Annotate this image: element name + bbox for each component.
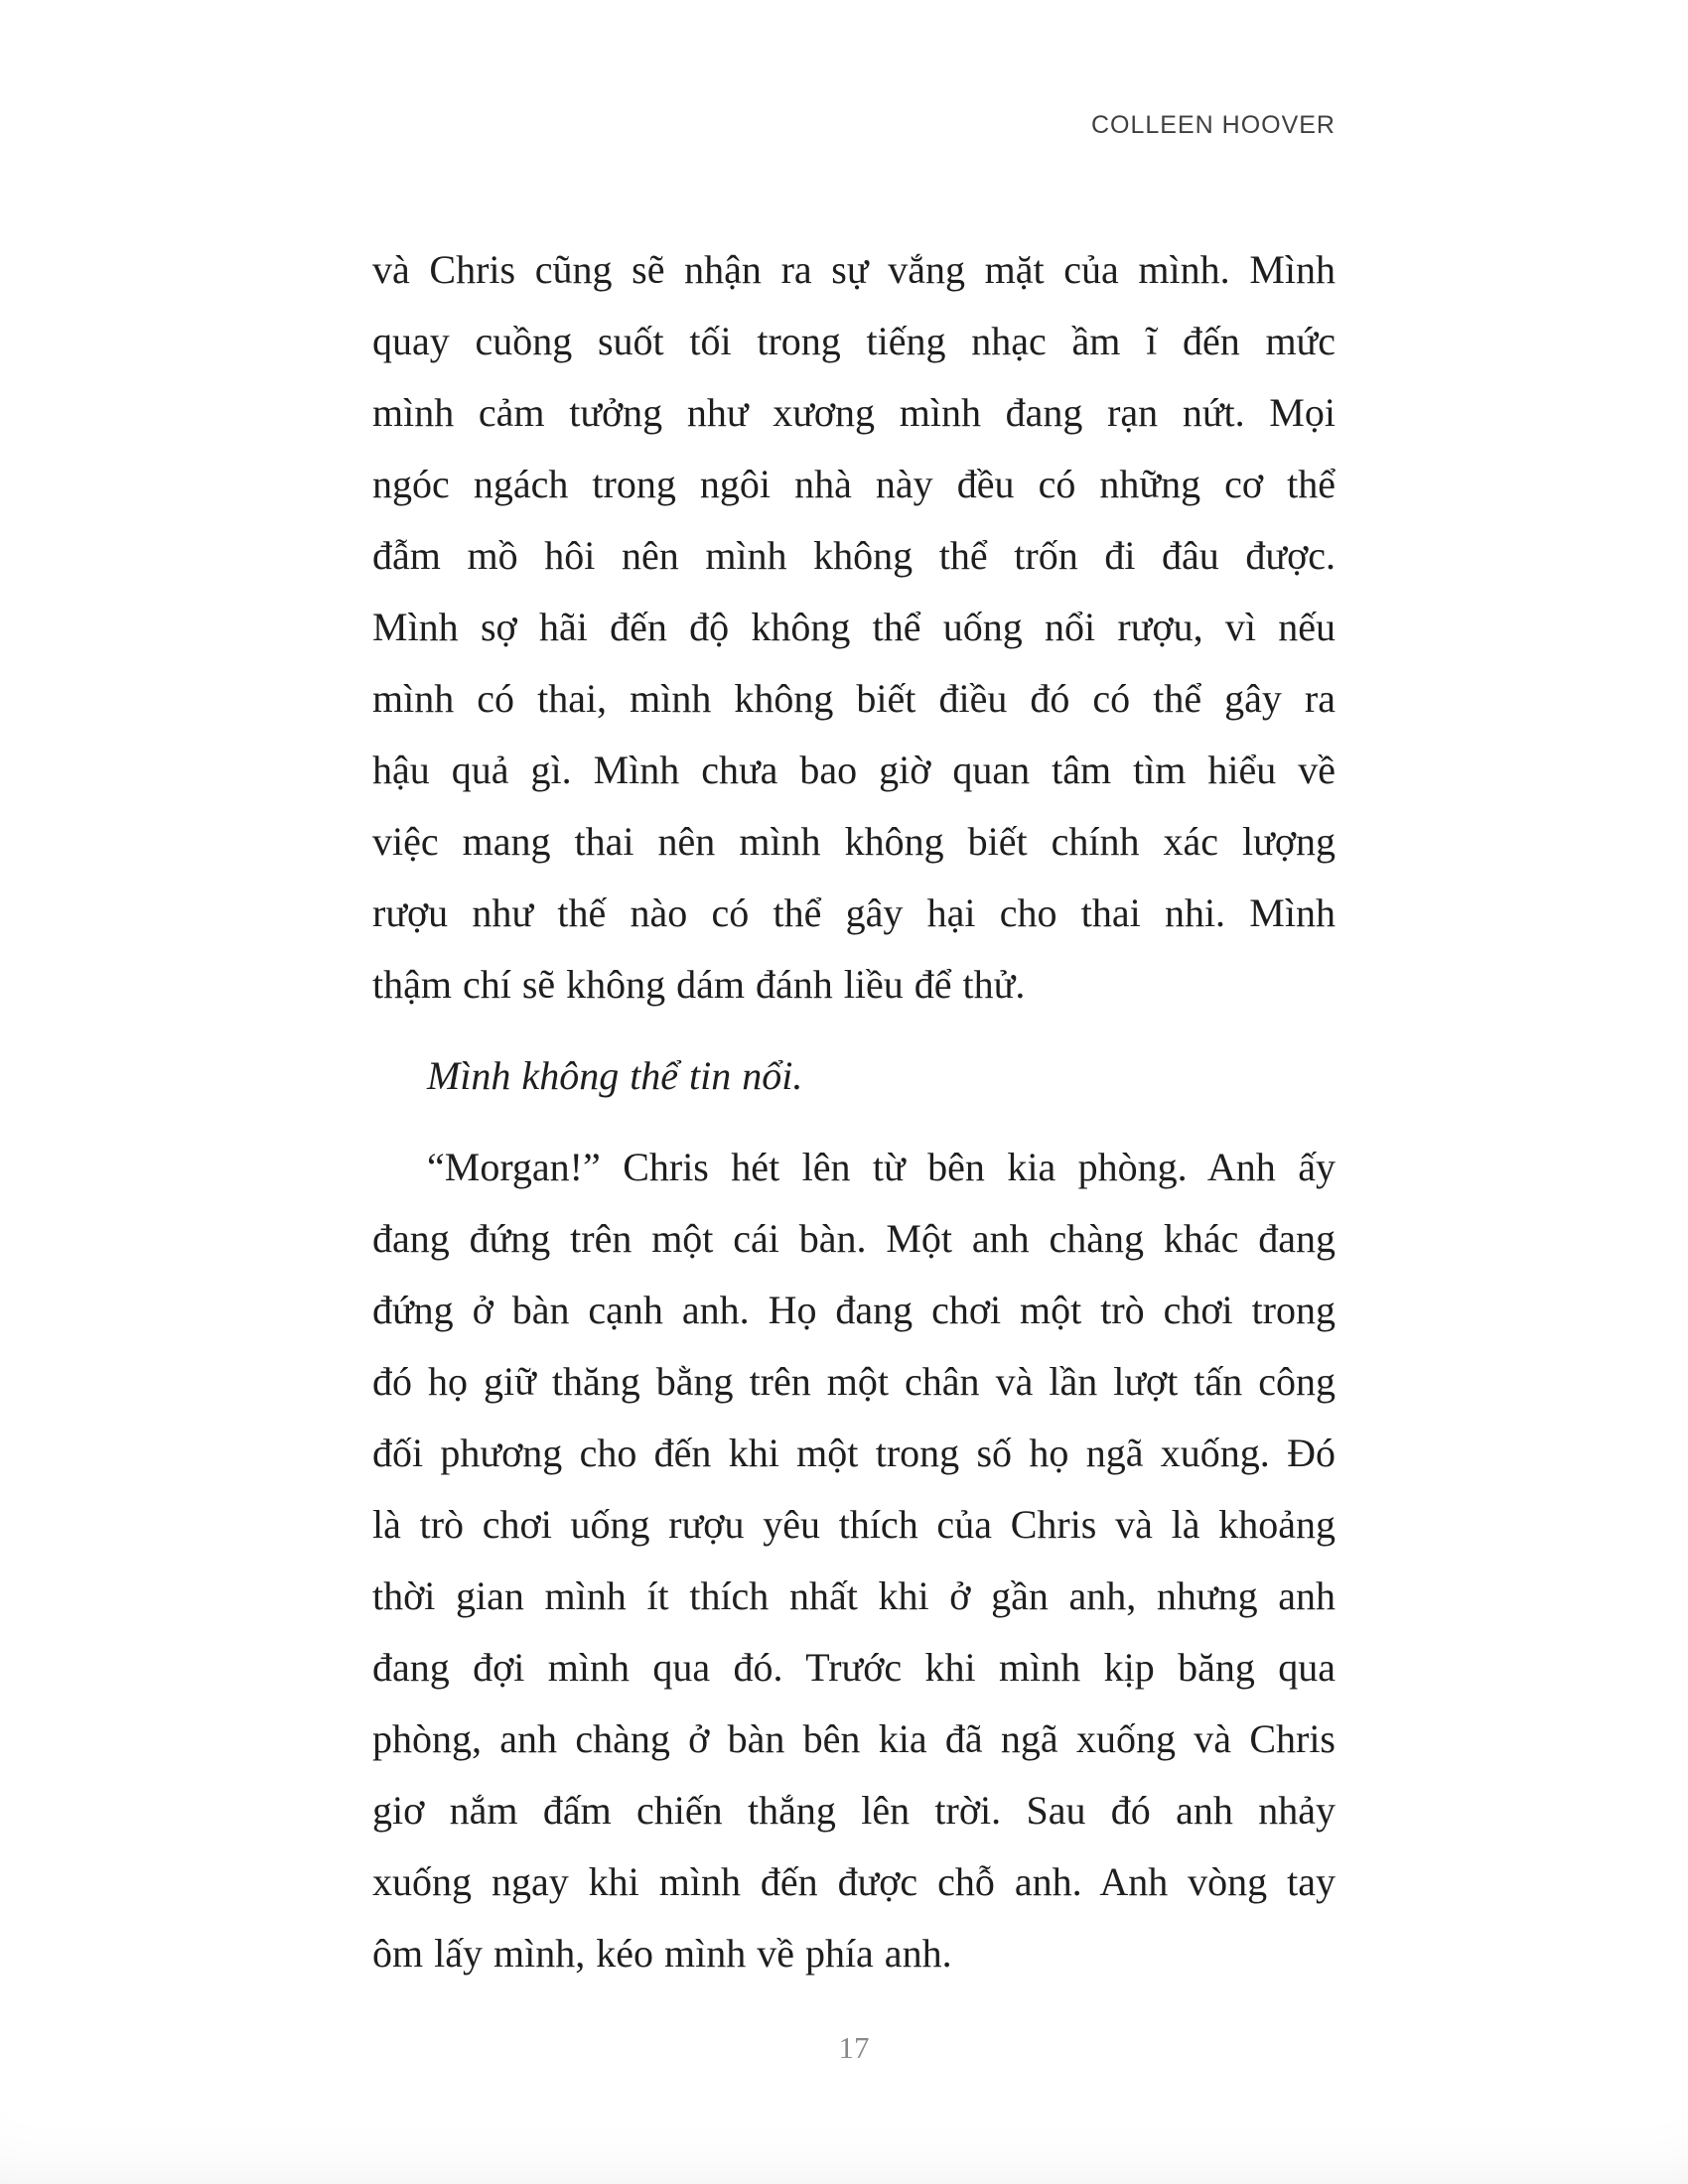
text-line: xuống ngay khi mình đến được chỗ anh. Anh vòng tay: [372, 1859, 1336, 1904]
paragraph-2-italic: [372, 1040, 1336, 1112]
text-line: đó họ giữ thăng bằng trên một chân và lần lượt tấn công: [372, 1359, 1336, 1404]
author-name: COLLEEN HOOVER: [1090, 111, 1336, 139]
text-line: “Morgan!” Chris hét lên từ bên kia phòng. Anh ấy: [427, 1145, 1336, 1189]
text-line: thậm chí sẽ không dám đánh liều để thử.: [372, 962, 1026, 1007]
page-number: 17: [838, 2030, 870, 2065]
text-line: đứng ở bàn cạnh anh. Họ đang chơi một trò chơi trong: [372, 1288, 1336, 1332]
text-line: là trò chơi uống rượu yêu thích của Chris và là khoảng: [372, 1502, 1336, 1547]
running-header: [372, 111, 1336, 140]
text-line: đối phương cho đến khi một trong số họ ngã xuống. Đó: [372, 1431, 1336, 1475]
text-line: rượu như thế nào có thể gây hại cho thai nhi. Mình: [372, 890, 1336, 935]
paragraph-3: [372, 1132, 1336, 1989]
text-line: và Chris cũng sẽ nhận ra sự vắng mặt của mình. Mình: [372, 247, 1336, 292]
text-line: ôm lấy mình, kéo mình về phía anh.: [372, 1931, 952, 1976]
text-line: việc mang thai nên mình không biết chính xác lượng: [372, 819, 1336, 864]
text-line: hậu quả gì. Mình chưa bao giờ quan tâm tìm hiểu về: [372, 748, 1336, 792]
text-line: Mình không thể tin nổi.: [427, 1053, 803, 1098]
text-line: mình cảm tưởng như xương mình đang rạn nứt. Mọi: [372, 390, 1336, 435]
text-line: đang đợi mình qua đó. Trước khi mình kịp băng qua: [372, 1645, 1336, 1690]
text-line: đẫm mồ hôi nên mình không thể trốn đi đâu được.: [372, 533, 1336, 578]
text-line: ngóc ngách trong ngôi nhà này đều có những cơ thể: [372, 462, 1336, 506]
text-line: quay cuồng suốt tối trong tiếng nhạc ầm ĩ đến mức: [372, 319, 1336, 363]
text-line: đang đứng trên một cái bàn. Một anh chàng khác đang: [372, 1216, 1336, 1261]
body-text-block: [372, 234, 1336, 2009]
paragraph-1: [372, 234, 1336, 1021]
text-line: giơ nắm đấm chiến thắng lên trời. Sau đó anh nhảy: [372, 1788, 1336, 1833]
text-line: Mình sợ hãi đến độ không thể uống nổi rượu, vì nếu: [372, 605, 1336, 649]
text-line: thời gian mình ít thích nhất khi ở gần anh, nhưng anh: [372, 1573, 1336, 1618]
text-line: mình có thai, mình không biết điều đó có thể gây ra: [372, 676, 1336, 721]
text-line: phòng, anh chàng ở bàn bên kia đã ngã xuống và Chris: [372, 1716, 1336, 1761]
